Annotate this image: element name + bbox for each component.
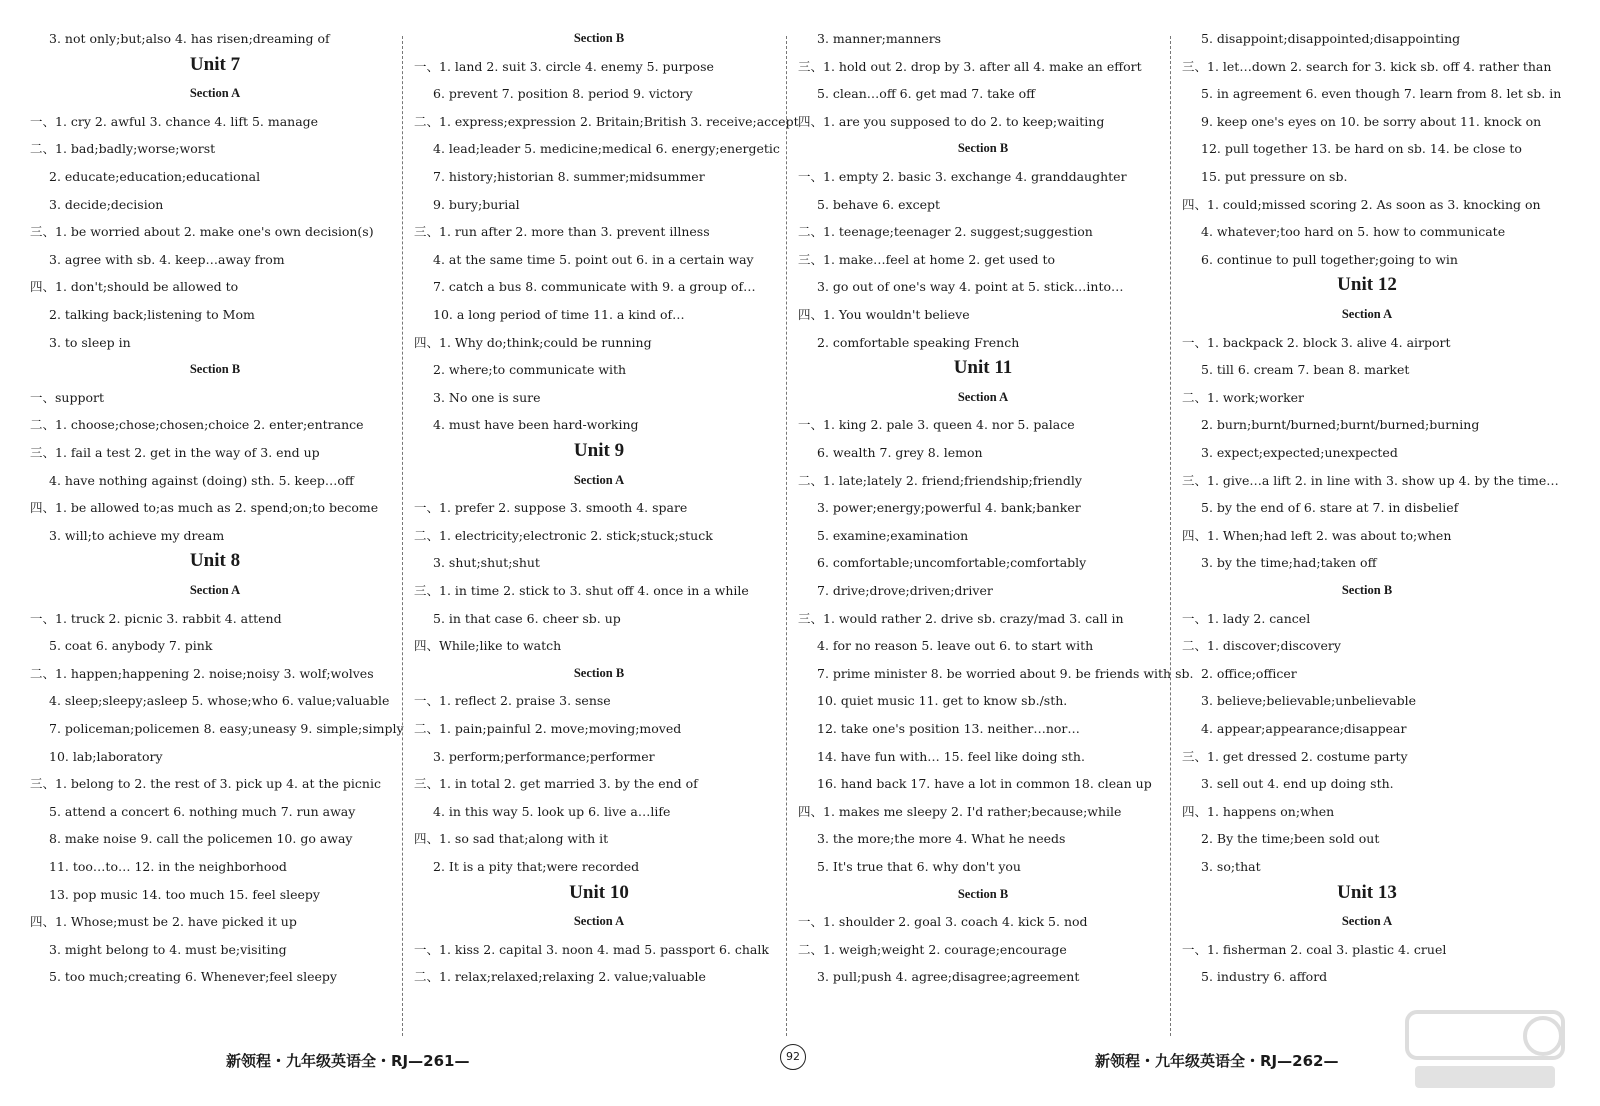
answer-line: 9. bury;burial [433, 196, 520, 212]
answer-line: 2. It is a pity that;were recorded [433, 859, 640, 874]
answer-line: 3. No one is sure [433, 389, 541, 405]
answer-line: 一、1. truck 2. picnic 3. rabbit 4. attend [30, 610, 282, 626]
section-heading: Section B [189, 362, 241, 377]
answer-line: 3. not only;but;also 4. has risen;dreaming of [49, 31, 330, 46]
page-number-badge: 92 [780, 1044, 806, 1070]
column-divider [1170, 36, 1171, 1036]
section-heading: Section A [189, 583, 241, 597]
answer-line: 四、1. don't;should be allowed to [30, 279, 239, 295]
answer-line: 5. in agreement 6. even though 7. learn from 8. let sb. in [1201, 86, 1562, 102]
unit-heading: Unit 12 [1337, 274, 1397, 296]
unit-heading: Unit 10 [569, 881, 629, 903]
answer-line: 5. till 6. cream 7. bean 8. market [1201, 362, 1410, 378]
answer-line: 14. have fun with… 15. feel like doing sth. [817, 748, 1085, 764]
answer-line: 2. educate;education;educational [49, 169, 261, 184]
answer-line: 二、1. discover;discovery [1182, 638, 1341, 654]
answer-line: 4. at the same time 5. point out 6. in a certain way [433, 251, 754, 267]
watermark-logo [1405, 1010, 1565, 1092]
answer-line: 4. have nothing against (doing) sth. 5. keep…off [49, 472, 354, 488]
answer-line: 6. prevent 7. position 8. period 9. victory [433, 86, 693, 102]
answer-line: 四、1. are you supposed to do 2. to keep;waiting [798, 113, 1105, 129]
answer-line: 一、1. land 2. suit 3. circle 4. enemy 5. purpose [414, 58, 714, 74]
answer-line: 二、1. teenage;teenager 2. suggest;suggestion [798, 224, 1093, 240]
answer-line: 一、1. cry 2. awful 3. chance 4. lift 5. manage [30, 113, 319, 129]
section-heading: Section A [189, 86, 241, 101]
answer-line: 15. put pressure on sb. [1201, 169, 1348, 184]
answer-line: 10. quiet music 11. get to know sb./sth. [817, 693, 1068, 709]
answer-line: 二、1. electricity;electronic 2. stick;stuck;stuck [414, 527, 713, 543]
answer-line: 三、1. let…down 2. search for 3. kick sb. off 4. rather than [1182, 58, 1552, 74]
answer-line: 3. go out of one's way 4. point at 5. stick…into… [817, 279, 1124, 295]
answer-line: 5. too much;creating 6. Whenever;feel sleepy [49, 969, 337, 985]
answer-line: 5. It's true that 6. why don't you [817, 859, 1021, 874]
answer-line: 二、1. pain;painful 2. move;moving;moved [414, 721, 682, 736]
section-heading: Section A [1341, 914, 1393, 929]
answer-line: 4. whatever;too hard on 5. how to communicate [1201, 224, 1506, 240]
answer-line: 5. clean…off 6. get mad 7. take off [817, 86, 1035, 102]
answer-line: 5. coat 6. anybody 7. pink [49, 638, 213, 654]
footer-right: 新领程・九年级英语全・RJ—262— [1095, 1052, 1339, 1070]
answer-line: 2. talking back;listening to Mom [49, 307, 255, 322]
answer-line: 三、1. hold out 2. drop by 3. after all 4. make an effort [798, 58, 1142, 74]
answer-line: 3. believe;believable;unbelievable [1201, 693, 1417, 709]
answer-line: 7. prime minister 8. be worried about 9. be friends with sb. [817, 665, 1194, 681]
answer-line: 三、1. get dressed 2. costume party [1182, 748, 1408, 764]
answer-line: 4. must have been hard-working [433, 417, 639, 433]
answer-line: 三、1. in time 2. stick to 3. shut off 4. once in a while [414, 583, 749, 598]
answer-line: 四、1. happens on;when [1182, 803, 1335, 819]
answer-line: 一、1. shoulder 2. goal 3. coach 4. kick 5. nod [798, 914, 1088, 930]
unit-heading: Unit 8 [189, 550, 241, 572]
answer-line: 6. comfortable;uncomfortable;comfortably [817, 555, 1087, 571]
answer-line: 11. too…to… 12. in the neighborhood [49, 859, 287, 874]
footer-left: 新领程・九年级英语全・RJ—261— [226, 1052, 470, 1070]
section-heading: Section B [957, 141, 1009, 156]
section-heading: Section B [1341, 583, 1393, 597]
answer-line: 二、1. late;lately 2. friend;friendship;friendly [798, 472, 1082, 488]
answer-line: 四、1. could;missed scoring 2. As soon as 3. knocking on [1182, 196, 1541, 212]
answer-line: 7. history;historian 8. summer;midsummer [433, 169, 705, 184]
answer-line: 4. appear;appearance;disappear [1201, 721, 1407, 736]
answer-line: 四、1. When;had left 2. was about to;when [1182, 527, 1452, 543]
answer-line: 二、1. weigh;weight 2. courage;encourage [798, 941, 1067, 957]
column-divider [402, 36, 403, 1036]
answer-line: 三、1. in total 2. get married 3. by the end of [414, 776, 698, 792]
section-heading: Section B [957, 886, 1009, 901]
answer-line: 5. industry 6. afford [1201, 969, 1328, 985]
answer-line: 3. sell out 4. end up doing sth. [1201, 776, 1394, 792]
answer-line: 一、1. reflect 2. praise 3. sense [414, 693, 611, 709]
answer-line: 二、1. work;worker [1182, 389, 1305, 405]
answer-line: 13. pop music 14. too much 15. feel sleepy [49, 886, 320, 902]
section-heading: Section A [957, 389, 1009, 404]
answer-line: 7. catch a bus 8. communicate with 9. a group of… [433, 279, 756, 295]
unit-heading: Unit 7 [189, 53, 241, 75]
answer-line: 12. pull together 13. be hard on sb. 14. be close to [1201, 141, 1522, 157]
unit-heading: Unit 11 [953, 357, 1013, 379]
answer-line: 3. to sleep in [49, 334, 131, 350]
answer-line: 三、1. be worried about 2. make one's own decision(s) [30, 224, 374, 240]
answer-line: 二、1. choose;chose;chosen;choice 2. enter;entrance [30, 417, 364, 433]
answer-line: 四、1. Whose;must be 2. have picked it up [30, 914, 297, 930]
answer-line: 四、1. You wouldn't believe [798, 307, 970, 322]
answer-line: 12. take one's position 13. neither…nor… [817, 721, 1080, 736]
answer-line: 一、1. lady 2. cancel [1182, 610, 1311, 626]
answer-line: 9. keep one's eyes on 10. be sorry about 11. knock on [1201, 113, 1542, 129]
answer-line: 3. pull;push 4. agree;disagree;agreement [817, 969, 1080, 985]
answer-line: 3. manner;manners [817, 31, 942, 46]
answer-line: 三、1. make…feel at home 2. get used to [798, 251, 1056, 267]
section-heading: Section A [1341, 307, 1393, 321]
answer-line: 3. shut;shut;shut [433, 555, 540, 571]
answer-line: 5. attend a concert 6. nothing much 7. run away [49, 803, 356, 819]
answer-line: 四、While;like to watch [414, 638, 562, 654]
answer-line: 三、1. belong to 2. the rest of 3. pick up 4. at the picnic [30, 776, 381, 792]
section-heading: Section B [573, 665, 625, 680]
answer-line: 二、1. bad;badly;worse;worst [30, 141, 216, 157]
answer-line: 二、1. happen;happening 2. noise;noisy 3. wolf;wolves [30, 665, 374, 681]
answer-line: 3. the more;the more 4. What he needs [817, 831, 1066, 847]
answer-line: 一、support [30, 389, 104, 405]
answer-line: 5. in that case 6. cheer sb. up [433, 610, 621, 626]
answer-line: 3. so;that [1201, 859, 1261, 874]
section-heading: Section B [573, 31, 625, 45]
answer-line: 3. agree with sb. 4. keep…away from [49, 251, 285, 267]
answer-line: 2. By the time;been sold out [1201, 831, 1380, 847]
answer-line: 四、1. Why do;think;could be running [414, 334, 652, 350]
answer-line: 3. decide;decision [49, 196, 164, 212]
answer-line: 一、1. empty 2. basic 3. exchange 4. granddaughter [798, 169, 1127, 184]
answer-line: 一、1. king 2. pale 3. queen 4. nor 5. palace [798, 417, 1075, 433]
answer-line: 3. by the time;had;taken off [1201, 555, 1377, 571]
answer-line: 3. perform;performance;performer [433, 748, 655, 764]
answer-line: 4. lead;leader 5. medicine;medical 6. energy;energetic [433, 141, 780, 157]
answer-line: 一、1. kiss 2. capital 3. noon 4. mad 5. passport 6. chalk [414, 941, 769, 957]
section-heading: Section A [573, 472, 625, 487]
answer-line: 二、1. express;expression 2. Britain;British 3. receive;accept [414, 113, 799, 129]
answer-line: 4. in this way 5. look up 6. live a…life [433, 803, 671, 819]
answer-line: 二、1. relax;relaxed;relaxing 2. value;valuable [414, 969, 706, 985]
answer-line: 3. might belong to 4. must be;visiting [49, 941, 287, 957]
answer-line: 7. policeman;policemen 8. easy;uneasy 9. simple;simply [49, 721, 404, 736]
answer-line: 四、1. be allowed to;as much as 2. spend;on;to become [30, 500, 379, 516]
answer-line: 四、1. makes me sleepy 2. I'd rather;because;while [798, 803, 1122, 819]
answer-line: 7. drive;drove;driven;driver [817, 583, 993, 598]
answer-line: 2. comfortable speaking French [817, 334, 1020, 350]
answer-line: 10. lab;laboratory [49, 748, 163, 764]
unit-heading: Unit 13 [1337, 881, 1397, 903]
answer-line: 10. a long period of time 11. a kind of… [433, 307, 685, 322]
answer-line: 一、1. fisherman 2. coal 3. plastic 4. cruel [1182, 941, 1447, 957]
answer-line: 3. expect;expected;unexpected [1201, 445, 1398, 460]
answer-line: 4. for no reason 5. leave out 6. to start with [817, 638, 1094, 654]
answer-line: 2. burn;burnt/burned;burnt/burned;burning [1201, 417, 1480, 433]
answer-line: 一、1. prefer 2. suppose 3. smooth 4. spare [414, 500, 688, 516]
answer-line: 四、1. so sad that;along with it [414, 831, 609, 847]
answer-line: 5. by the end of 6. stare at 7. in disbelief [1201, 500, 1459, 516]
unit-heading: Unit 9 [573, 440, 625, 461]
answer-line: 三、1. fail a test 2. get in the way of 3. end up [30, 445, 320, 460]
answer-line: 3. will;to achieve my dream [49, 527, 225, 543]
answer-line: 4. sleep;sleepy;asleep 5. whose;who 6. value;valuable [49, 693, 390, 709]
answer-line: 5. behave 6. except [817, 196, 941, 212]
answer-line: 三、1. give…a lift 2. in line with 3. show up 4. by the time… [1182, 472, 1559, 488]
section-heading: Section A [573, 914, 625, 929]
answer-line: 一、1. backpack 2. block 3. alive 4. airport [1182, 334, 1451, 350]
answer-line: 2. where;to communicate with [433, 362, 627, 378]
answer-line: 16. hand back 17. have a lot in common 18. clean up [817, 776, 1152, 792]
answer-line: 5. disappoint;disappointed;disappointing [1201, 31, 1461, 46]
answer-line: 6. wealth 7. grey 8. lemon [817, 445, 983, 460]
answer-line: 5. examine;examination [817, 527, 969, 543]
answer-line: 8. make noise 9. call the policemen 10. go away [49, 831, 353, 847]
column-divider [786, 36, 787, 1036]
answer-line: 6. continue to pull together;going to win [1201, 251, 1458, 267]
answer-line: 3. power;energy;powerful 4. bank;banker [817, 500, 1081, 516]
answer-line: 2. office;officer [1201, 665, 1297, 681]
answer-line: 三、1. would rather 2. drive sb. crazy/mad 3. call in [798, 610, 1124, 626]
answer-line: 三、1. run after 2. more than 3. prevent illness [414, 224, 710, 240]
